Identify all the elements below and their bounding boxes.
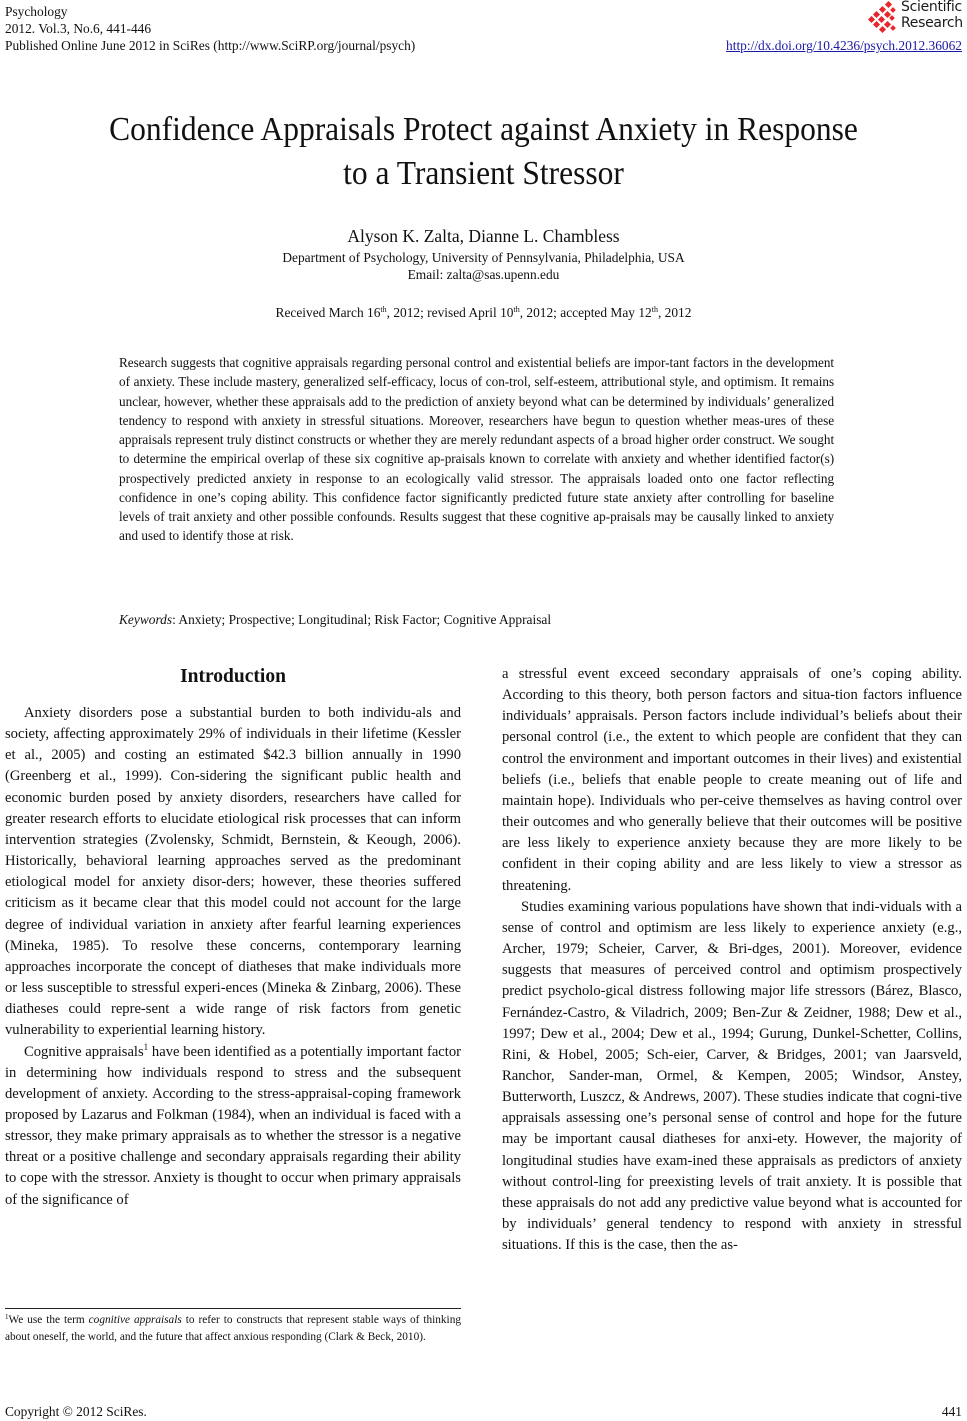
abstract <box>119 353 834 546</box>
footnote <box>5 1312 461 1345</box>
author-email: Email: zalta@sas.upenn.edu <box>407 267 560 282</box>
page-number: 441 <box>941 1404 962 1419</box>
title-line-1: Confidence Appraisals Protect against Anxiety in Response <box>109 111 858 148</box>
volume-info: 2012. Vol.3, No.6, 441-446 <box>5 21 152 36</box>
accepted-date: , 2012; accepted May 12 <box>519 305 652 320</box>
dates-suffix: , 2012 <box>657 305 692 320</box>
paragraph-text: Cognitive appraisals <box>24 1043 144 1060</box>
red-diamond-cluster-icon <box>866 1 900 35</box>
title-line-2: to a Transient Stressor <box>343 155 624 192</box>
body-paragraph: Studies examining various populations have shown that indi-viduals with a sense of control and optimism are less likely to experience anxiety (e.g., Archer, 1979; Scheier, Carver, & Bri-dges, 2001). Moreover, evidence suggests that measures of perceived control and optimism prospectively predict psycholo-gical distress following major life stressors (Bárez, Blasco, Fernández-Castro, & Viladrich, 2009; Ben-Zur & Zeidner, 1988; Dew et al., 1997; Dew et al., 2004; Dew et al., 1994; Gurung, Dunkel-Schetter, Collins, Rini, & Hobel, 2005; Sch-eier, Carver, & Bridges, 2001; van Jaarsveld, Ranchor, Sander-man, Ormel, & Kempen, 2005; Windsor, Anstey, Butterworth, Luszcz, & Andrews, 2007). These studies indicate that cogni-tive appraisals assessing one’s personal sense of control and hope for the future may be important causal diatheses for anxi-ety. However, the majority of longitudinal studies have exam-ined these appraisals as predictors of anxiety without control-ling for preexisting levels of trait anxiety. It is possible that these appraisals do not add any predictive value beyond what is accounted for by individuals’ general tendency to respond with anxiety in stressful situations. If this is the case, then the as- <box>502 898 962 1254</box>
footnote-marker[interactable]: 1 <box>143 1041 149 1052</box>
logo-wordmark <box>901 0 963 31</box>
revised-date: , 2012; revised April 10 <box>386 305 514 320</box>
body-paragraph <box>5 1042 461 1211</box>
footnote-term: cognitive appraisals <box>88 1314 182 1326</box>
keywords-label: Keywords <box>119 612 173 627</box>
footnote-number: 1 <box>5 1313 9 1321</box>
section-heading-introduction: Introduction <box>180 666 286 687</box>
footnote-divider <box>5 1308 461 1309</box>
body-paragraph-continued: a stressful event exceed secondary appraisals of one’s coping ability. According to this theory, both person factors and situa-tion factors influence individuals’ appraisals. Person factors include individual’s beliefs about their personal control (i.e., the extent to which people are confident that they can control the environment and important outcomes in their lives) and existential beliefs (i.e., beliefs that enable people to create meaning out of life and maintain hope). Individuals who per-ceive themselves as having control over their outcomes and who generally believe that their outcomes will be positive are less likely to experience anxiety because they are more likely to be confident in their coping ability and are less likely to view a stressor as threatening. <box>502 666 962 894</box>
footnote-text: to refer to constructs that represent stable ways of thinking about oneself, the world, and the future that affect anxious responding (Clark & Beck, 2010). <box>5 1314 461 1343</box>
logo-line-2: Research <box>901 14 963 31</box>
right-column <box>502 664 962 1256</box>
abstract-text: Research suggests that cognitive appraisals regarding personal control and existential beliefs are impor-tant factors in the development of anxiety. These include mastery, generalized self-efficacy, locus of con-trol, self-esteem, attributional style, and optimism. It remains unclear, however, whether these appraisals add to the prediction of anxiety beyond what can be determined by individuals’ generalized tendency to respond with anxiety in stressful situations. Moreover, researchers have begun to question whether meas-ures of these appraisals represent truly distinct constructs or whether they are merely redundant aspects of a broad higher order construct. We sought to determine the empirical overlap of these six cognitive ap-praisals known to correlate with anxiety and whether identified factor(s) prospectively predicted anxiety in response to an ecologically valid stressor. The appraisals loaded onto one factor reflecting confidence in one’s coping ability. This confidence factor significantly predicted future state anxiety after controlling for baseline levels of trait anxiety and other possible confounds. Results suggest that these cognitive ap-praisals may be causally linked to anxiety and used to identify those at risk. <box>119 355 835 544</box>
scientific-research-logo <box>866 0 966 36</box>
doi-link[interactable]: http://dx.doi.org/10.4236/psych.2012.36062 <box>726 38 962 53</box>
logo-line-1: Scientific <box>901 0 962 15</box>
article-title <box>29 108 938 196</box>
copyright-notice: Copyright © 2012 SciRes. <box>5 1404 147 1419</box>
paragraph-text: have been identified as a potentially important factor in determining how individuals respond to stress and the subsequent development of anxiety. According to the stress-appraisal-coping framework proposed by Lazarus and Folkman (1984), when an individual is faced with a stressor, they make primary appraisals as to whether the stressor is a negative threat or a positive challenge and secondary appraisals regarding their ability to cope with the stressor. Anxiety is thought to occur when primary appraisals of the significance of <box>5 1043 461 1208</box>
article-dates <box>0 304 967 321</box>
journal-name: Psychology <box>5 4 68 19</box>
ordinal-suffix: th <box>651 305 658 314</box>
journal-header <box>5 3 415 54</box>
ordinal-suffix: th <box>380 305 387 314</box>
authors: Alyson K. Zalta, Dianne L. Chambless <box>347 226 620 246</box>
ordinal-suffix: th <box>513 305 520 314</box>
received-date: Received March 16 <box>275 305 381 320</box>
body-paragraph: Anxiety disorders pose a substantial burden to both individu-als and society, affecting approximately 29% of individuals in their lifetime (Kessler et al., 2005) and costing an estimated $42.3 billion annually in 1990 (Greenberg et al., 1999). Con-sidering the significant public health and economic burden posed by anxiety disorders, researchers have called for greater research efforts to elucidate etiological risk processes that can inform intervention strategies (Zvolensky, Schmidt, Bernstein, & Keough, 2006). Historically, behavioral learning approaches served as the predominant etiological model for anxiety disor-ders; however, these theories suffered criticism as it became clear that this model could not account for the large degree of individual variation in anxiety after fearful learning experiences (Mineka, 1985). To resolve these concerns, contemporary learning approaches incorporate the concept of diatheses that make individuals more or less susceptible to stressful experi-ences (Mineka & Zinbarg, 2006). These diatheses could repre-sent a wide range of risk factors from genetic vulnerability to experiential learning history. <box>5 705 461 1039</box>
affiliation: Department of Psychology, University of Pennsylvania, Philadelphia, USA <box>282 250 685 265</box>
keywords <box>119 611 845 629</box>
left-column <box>5 703 461 1211</box>
keywords-list: : Anxiety; Prospective; Longitudinal; Risk Factor; Cognitive Appraisal <box>172 612 552 627</box>
footnote-text: We use the term <box>8 1314 89 1326</box>
published-info: Published Online June 2012 in SciRes (http://www.SciRP.org/journal/psych) <box>5 38 416 53</box>
